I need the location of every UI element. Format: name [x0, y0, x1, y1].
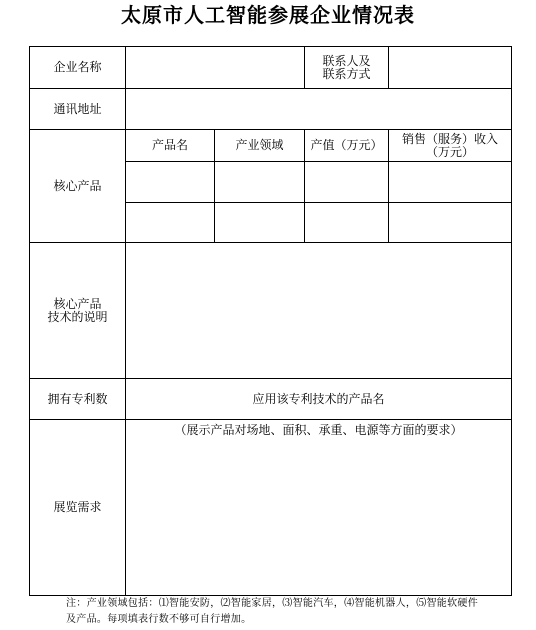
- product-header-name: [125, 129, 215, 162]
- patent-label-text: 拥有专利数: [47, 391, 108, 406]
- exhibition-field[interactable]: [125, 419, 512, 596]
- tech-desc-label-line2: 技术的说明: [47, 309, 108, 324]
- patent-product-field[interactable]: [125, 378, 512, 420]
- contact-label-line2: 联系方式: [322, 66, 371, 81]
- company-name-label-text: 企业名称: [53, 60, 102, 74]
- exhibition-label: [29, 419, 126, 596]
- tech-desc-label-line1: 核心产品: [53, 296, 102, 311]
- product-header-output-text: 产值（万元）: [310, 138, 383, 152]
- product-row-2-output[interactable]: [304, 202, 389, 243]
- core-product-label-text: 核心产品: [53, 178, 102, 193]
- product-row-1-field[interactable]: [214, 161, 305, 203]
- core-product-label: [29, 129, 126, 243]
- product-header-output: [304, 129, 389, 162]
- product-header-name-text: 产品名: [151, 138, 188, 152]
- address-label: [29, 88, 126, 130]
- product-header-sales-line2: （万元）: [425, 144, 474, 159]
- product-row-2-name[interactable]: [125, 202, 215, 243]
- product-header-field-text: 产业领域: [235, 138, 284, 152]
- patent-product-label: 应用该专利技术的产品名: [252, 391, 385, 406]
- company-name-label: [29, 46, 126, 89]
- product-row-1-output[interactable]: [304, 161, 389, 203]
- exhibition-label-text: 展览需求: [53, 500, 102, 514]
- product-row-1-name[interactable]: [125, 161, 215, 203]
- product-row-1-sales[interactable]: [388, 161, 512, 203]
- footnote: [66, 596, 506, 628]
- product-header-field: [214, 129, 305, 162]
- company-name-field[interactable]: [125, 46, 305, 89]
- address-label-text: 通讯地址: [53, 101, 102, 116]
- exhibition-hint: （展示产品对场地、面积、承重、电源等方面的要求）: [174, 423, 463, 437]
- contact-label: [304, 46, 389, 89]
- product-row-2-sales[interactable]: [388, 202, 512, 243]
- footnote-line1: 注：产业领域包括：⑴智能安防，⑵智能家居，⑶智能汽车，⑷智能机器人，⑸智能软硬件: [66, 598, 478, 609]
- footnote-line2: 及产品。每项填表行数不够可自行增加。: [66, 614, 252, 625]
- contact-field[interactable]: [388, 46, 512, 89]
- contact-label-line1: 联系人及: [322, 53, 371, 68]
- address-field[interactable]: [125, 88, 512, 130]
- product-header-sales: [388, 129, 512, 162]
- tech-desc-label: [29, 242, 126, 379]
- product-header-sales-line1: 销售（服务）收入: [401, 131, 498, 146]
- tech-desc-field[interactable]: [125, 242, 512, 379]
- product-row-2-field[interactable]: [214, 202, 305, 243]
- patent-label: [29, 378, 126, 420]
- page-title: 太原市人工智能参展企业情况表: [121, 3, 415, 27]
